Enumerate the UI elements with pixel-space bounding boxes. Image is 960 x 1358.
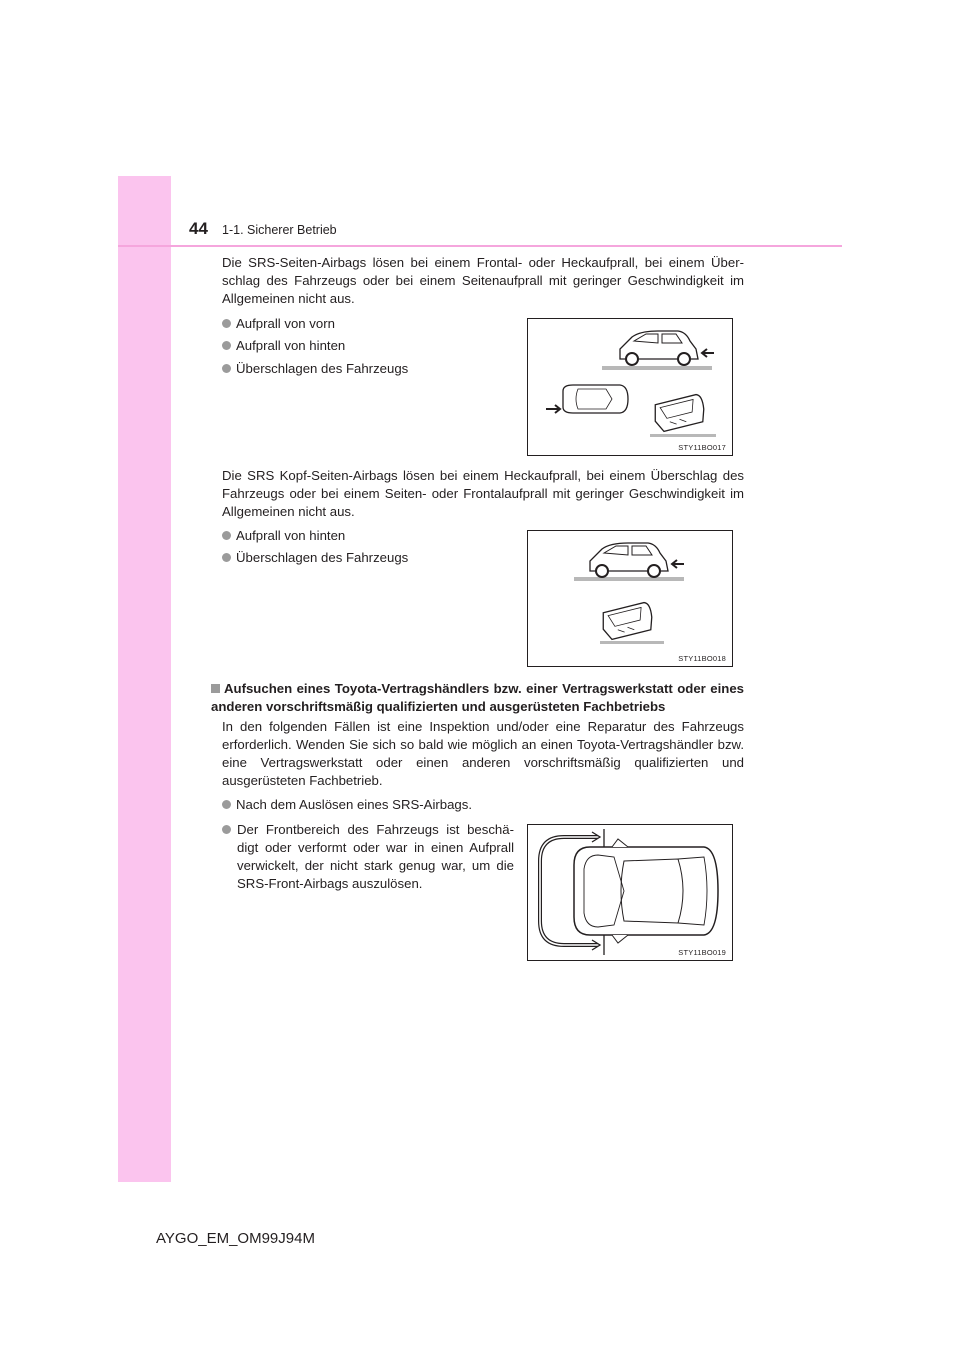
car-collision-illustration bbox=[528, 319, 732, 455]
car-collision-illustration bbox=[528, 531, 732, 666]
figure-curtain-airbag-non-deploy bbox=[527, 530, 733, 667]
figure-side-airbag-non-deploy bbox=[527, 318, 733, 456]
chapter-sidebar-tab bbox=[118, 176, 171, 1182]
car-top-view-illustration bbox=[528, 825, 732, 960]
list-item: Überschlagen des Fahrzeugs bbox=[222, 360, 408, 378]
list-item: Der Frontbereich des Fahrzeugs ist beschä-digt oder verformt oder war in einen Aufprall verwickelt, der nicht stark genug war, um die SRS-Front-Airbags auszulösen. bbox=[237, 821, 514, 893]
figure-front-damage bbox=[527, 824, 733, 961]
header-divider bbox=[118, 245, 842, 247]
bullet-dot-icon bbox=[222, 341, 231, 350]
list-item: Aufprall von vorn bbox=[222, 315, 335, 333]
list-item: Aufprall von hinten bbox=[222, 527, 345, 545]
bullet-dot-icon bbox=[222, 825, 231, 834]
bullet-dot-icon bbox=[222, 531, 231, 540]
figure-code: STY11BO017 bbox=[678, 443, 726, 452]
list-item: Überschlagen des Fahrzeugs bbox=[222, 549, 408, 567]
figure-code: STY11BO018 bbox=[678, 654, 726, 663]
section-heading: Aufsuchen eines Toyota-Vertragshändlers bzw. einer Vertragswerkstatt oder eines anderen vorschriftsmäßig qualifizierten und ausgerüsteten Fachbetriebs bbox=[211, 681, 744, 714]
page-number: 44 bbox=[189, 219, 208, 238]
list-item: Nach dem Auslösen eines SRS-Airbags. bbox=[222, 796, 472, 814]
section-title: 1-1. Sicherer Betrieb bbox=[222, 223, 337, 237]
figure-code: STY11BO019 bbox=[678, 948, 726, 957]
dealer-body: In den folgenden Fällen ist eine Inspektion und/oder eine Reparatur des Fahrzeugs erforderlich. Wenden Sie sich so bald wie möglich an einen Toyota-Vertragshändler bzw. eine Vertragswerkstatt oder einen anderen vorschriftsmäßig qualifizierten und ausgerüsteten Fachbetrieb. bbox=[222, 719, 744, 788]
list-item: Aufprall von hinten bbox=[222, 337, 345, 355]
document-code: AYGO_EM_OM99J94M bbox=[156, 1230, 315, 1247]
bullet-dot-icon bbox=[222, 800, 231, 809]
bullet-dot-icon bbox=[222, 553, 231, 562]
square-bullet-icon bbox=[211, 684, 220, 693]
bullet-dot-icon bbox=[222, 319, 231, 328]
bullet-dot-icon bbox=[222, 364, 231, 373]
curtain-airbags-intro: Die SRS Kopf-Seiten-Airbags lösen bei einem Heckaufprall, bei einem Überschlag des Fahrzeugs oder bei einem Seiten- oder Frontalaufprall mit geringer Geschwindigkeit im Allgemeinen nicht aus. bbox=[222, 468, 744, 519]
side-airbags-intro: Die SRS-Seiten-Airbags lösen bei einem Frontal- oder Heckaufprall, bei einem Über-schlag des Fahrzeugs oder bei einem Seitenaufprall mit geringer Geschwindigkeit im Allgemeinen nicht aus. bbox=[222, 255, 744, 306]
